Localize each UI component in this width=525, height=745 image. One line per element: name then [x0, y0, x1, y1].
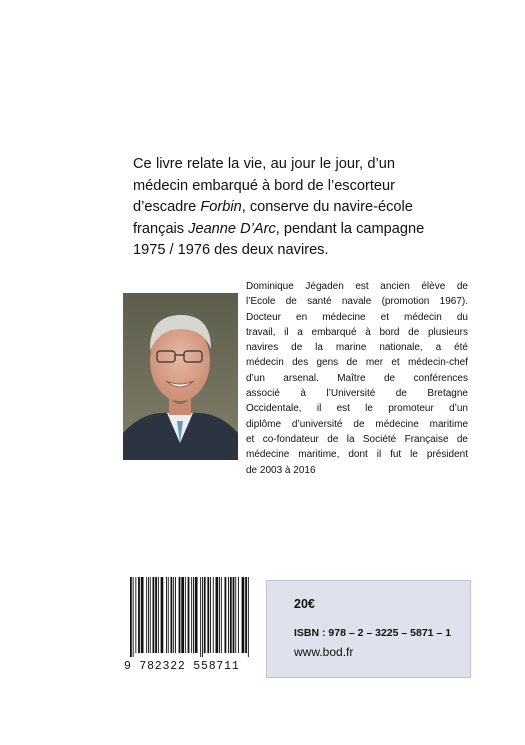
barcode-bar: [166, 577, 167, 653]
bio-line: Dominique Jégaden est ancien élève de: [246, 281, 468, 292]
barcode-bar: [228, 577, 229, 653]
summary-line: français Jeanne D’Arc, pendant la campagne: [133, 220, 425, 237]
barcode-bar: [138, 577, 140, 653]
summary-line: 1975 / 1976 des deux navires.: [133, 242, 329, 258]
barcode: [128, 577, 252, 657]
bio-line: associé à l’Université de Bretagne: [246, 388, 468, 400]
barcode-bar: [135, 577, 136, 653]
summary-paragraph: [133, 154, 425, 262]
barcode-bar: [213, 577, 214, 653]
isbn: ISBN : 978 – 2 – 3225 – 5871 – 1: [294, 627, 452, 639]
barcode-bar: [185, 577, 186, 653]
barcode-bar: [161, 577, 164, 653]
bio-line: et co-fondateur de la Société Française de: [246, 433, 468, 445]
barcode-bar: [181, 577, 184, 653]
barcode-bar: [146, 577, 147, 653]
bio-line: diplôme d’université de médecine maritime: [246, 418, 468, 430]
bio-line: Docteur en médecine et médecin du: [246, 311, 468, 323]
barcode-bar: [171, 577, 173, 653]
barcode-bar: [148, 577, 149, 653]
barcode-bar: [168, 577, 169, 653]
barcode-bar: [195, 577, 198, 653]
barcode-bar: [216, 577, 219, 653]
barcode-bar: [200, 577, 201, 657]
barcode-bar: [173, 577, 174, 653]
barcode-bar: [130, 577, 132, 657]
barcode-bar: [179, 577, 181, 653]
ship-name-forbin: Forbin: [200, 199, 242, 215]
summary-line: médecin embarqué à bord de l’escorteur: [133, 177, 396, 194]
bio-line: de 2003 à 2016: [246, 464, 316, 476]
barcode-bar: [141, 577, 144, 653]
ship-name-jeanne-darc: Jeanne D’Arc: [188, 220, 276, 237]
author-bio: [246, 279, 468, 478]
barcode-bar: [210, 577, 211, 653]
price: 20€: [294, 597, 315, 611]
barcode-bar: [248, 577, 249, 657]
barcode-digits: 9 782322 558711: [124, 660, 240, 673]
bio-line: médecine maritime, dont il fut le président: [246, 449, 468, 461]
bio-line: l’Ecole de santé navale (promotion 1967).: [246, 296, 468, 308]
barcode-bar: [242, 577, 245, 653]
barcode-bar: [153, 577, 155, 653]
author-portrait: [123, 293, 238, 460]
barcode-bar: [207, 577, 209, 653]
summary-line: Ce livre relate la vie, au jour le jour, d’un: [133, 156, 395, 172]
bio-line: d’un arsenal. Maître de conférences: [246, 372, 468, 384]
barcode-bar: [191, 577, 192, 653]
publisher-website: www.bod.fr: [294, 645, 354, 659]
barcode-bar: [150, 577, 151, 653]
summary-line: d’escadre Forbin, conserve du navire-école: [133, 199, 413, 215]
barcode-bar: [219, 577, 220, 653]
bio-line: Occidentale, il est le promoteur d’un: [246, 403, 468, 415]
barcode-bar: [175, 577, 176, 653]
barcode-bar: [221, 577, 222, 653]
barcode-bar: [188, 577, 190, 653]
bio-line: médecin des gens de mer et médecin-chef: [246, 357, 468, 369]
barcode-bar: [225, 577, 227, 653]
barcode-bar: [133, 577, 134, 657]
barcode-bar: [233, 577, 235, 653]
barcode-bar: [235, 577, 236, 653]
barcode-bar: [193, 577, 194, 653]
barcode-bar: [202, 577, 203, 657]
barcode-bars: [128, 577, 252, 657]
bio-line: travail, il a embarqué à bord de plusieurs: [246, 326, 468, 338]
barcode-bar: [155, 577, 157, 653]
barcode-bar: [245, 577, 247, 653]
barcode-bar: [158, 577, 159, 653]
barcode-bar: [230, 577, 232, 653]
barcode-bar: [238, 577, 239, 653]
barcode-bar: [204, 577, 206, 653]
bio-line: navires de la marine nationale, a été: [246, 342, 468, 354]
